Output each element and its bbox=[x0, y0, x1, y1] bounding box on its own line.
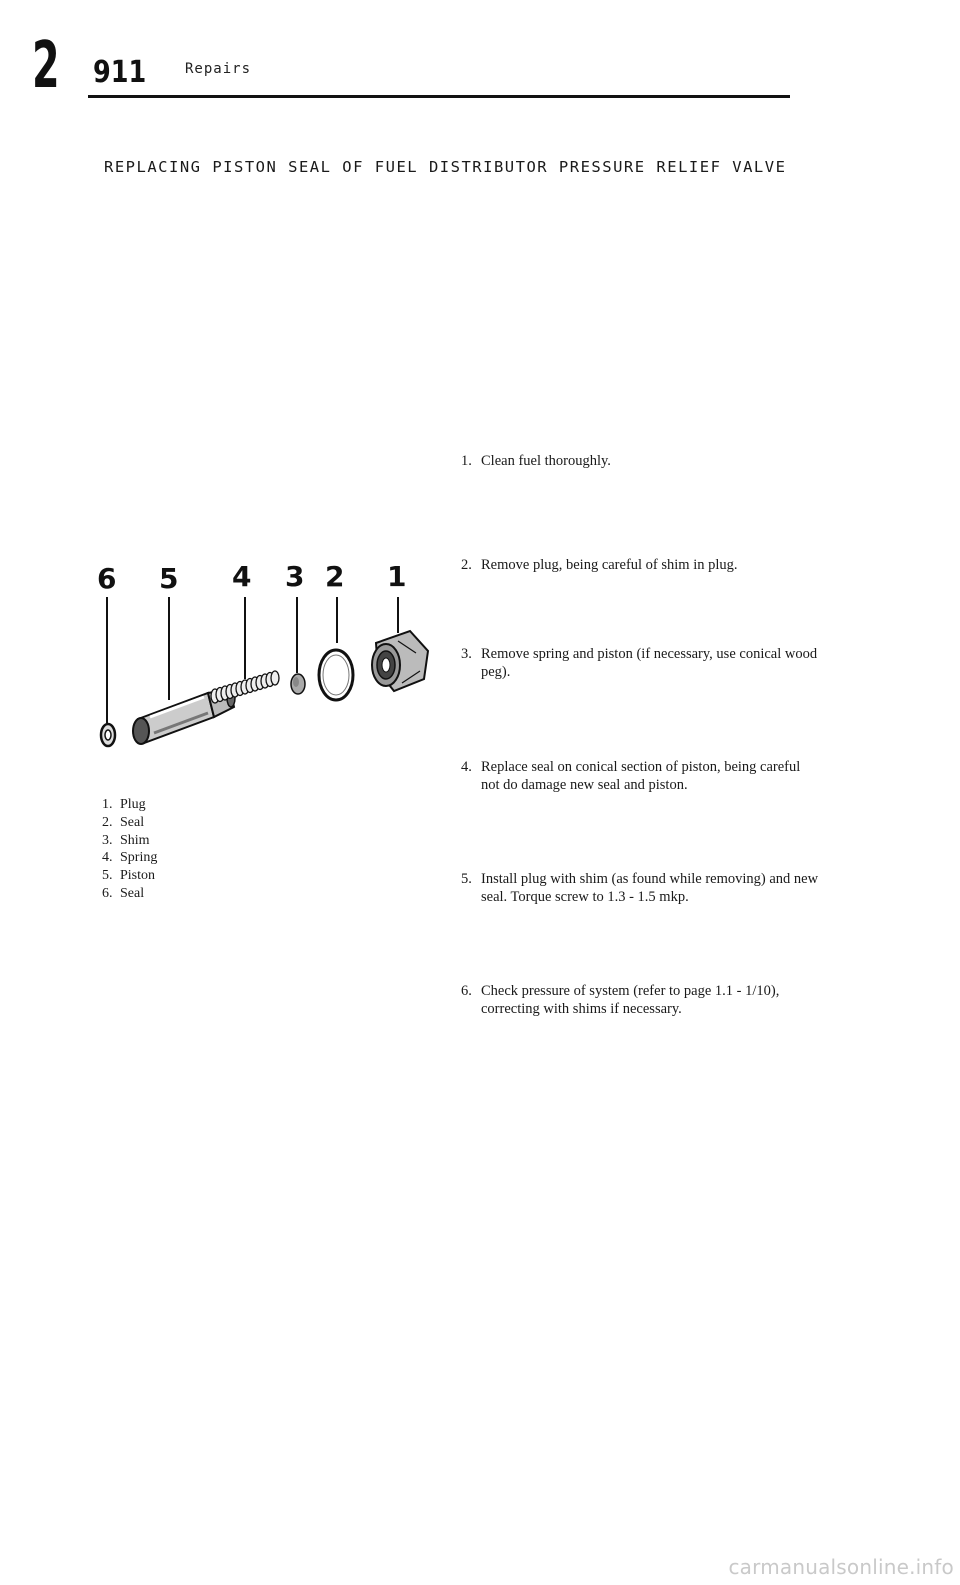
callout-1: 1 bbox=[387, 560, 407, 593]
legend-item: 5. Piston bbox=[102, 868, 156, 884]
step-6: 6. Check pressure of system (refer to page 1.1 - 1/10), correcting with shims if necessary. bbox=[461, 983, 780, 1017]
exploded-diagram bbox=[80, 555, 450, 760]
callout-5: 5 bbox=[159, 562, 179, 595]
legend-item: 6. Seal bbox=[102, 885, 145, 901]
legend-item: 2. Seal bbox=[102, 814, 145, 830]
header-rule bbox=[88, 95, 790, 98]
callout-3: 3 bbox=[285, 560, 305, 593]
seal-2-part bbox=[319, 650, 353, 700]
step-4: 4. Replace seal on conical section of piston, being careful not do damage new seal and piston. bbox=[461, 759, 801, 793]
section-label: Repairs bbox=[185, 61, 252, 77]
step-1: 1. Clean fuel thoroughly. bbox=[461, 453, 611, 469]
plug-part bbox=[372, 631, 428, 691]
page-title: REPLACING PISTON SEAL OF FUEL DISTRIBUTOR PRESSURE RELIEF VALVE bbox=[104, 158, 787, 176]
step-2: 2. Remove plug, being careful of shim in plug. bbox=[461, 557, 738, 573]
callout-2: 2 bbox=[325, 560, 345, 593]
legend-item: 1. Plug bbox=[102, 797, 146, 812]
watermark: carmanualsonline.info bbox=[728, 1555, 954, 1579]
seal-6-part bbox=[101, 724, 115, 746]
step-5: 5. Install plug with shim (as found while removing) and new seal. Torque screw to 1.3 - 1.5 mkp. bbox=[461, 871, 819, 905]
section-number: 2 bbox=[32, 29, 60, 103]
model-label: 911 bbox=[93, 55, 147, 90]
parts-legend bbox=[102, 796, 157, 903]
callout-4: 4 bbox=[232, 560, 252, 593]
step-3: 3. Remove spring and piston (if necessary, use conical wood peg). bbox=[461, 646, 818, 680]
leader-lines bbox=[107, 597, 398, 723]
legend-item: 4. Spring bbox=[102, 850, 158, 866]
shim-part bbox=[291, 674, 305, 694]
legend-item: 3. Shim bbox=[102, 832, 150, 848]
callout-6: 6 bbox=[97, 562, 117, 595]
